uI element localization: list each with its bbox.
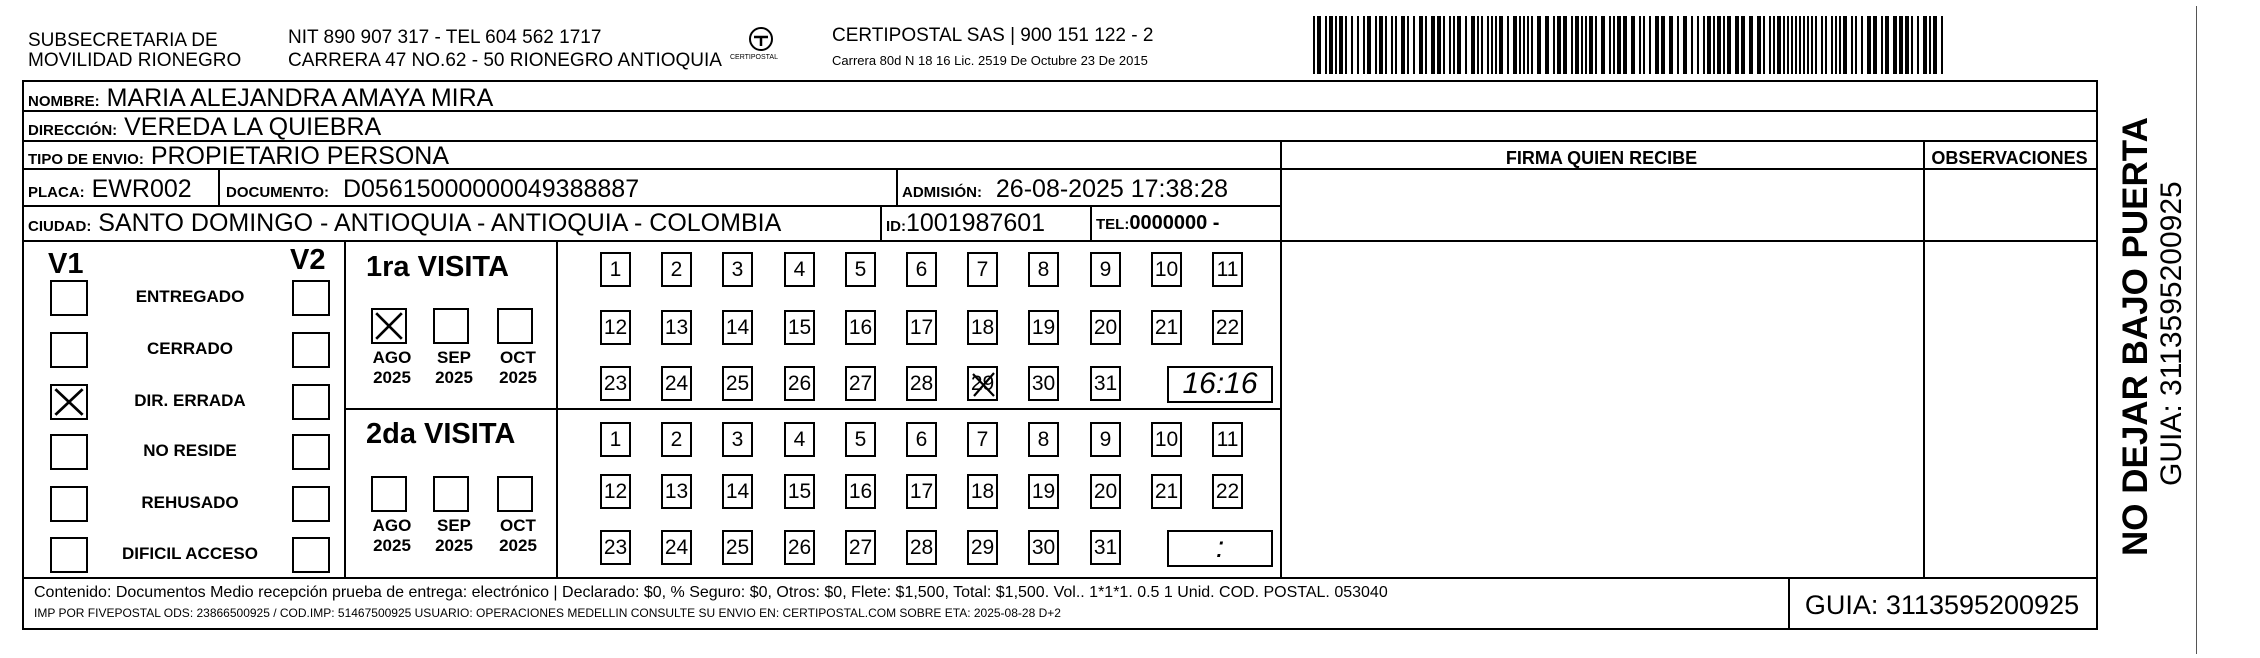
month-label: OCT	[500, 348, 536, 367]
visit1-time-box[interactable]: 16:16	[1167, 366, 1273, 403]
day-box[interactable]: 6	[906, 252, 937, 287]
day-box[interactable]: 8	[1028, 422, 1059, 457]
direccion-label: DIRECCIÓN:	[28, 122, 118, 139]
tel-field	[1096, 208, 1219, 240]
logo-text: CERTIPOSTAL	[730, 54, 778, 61]
month-checkbox[interactable]	[497, 476, 533, 512]
ciudad-label: CIUDAD:	[28, 218, 92, 235]
day-box[interactable]: 12	[600, 474, 631, 509]
day-box[interactable]: 5	[845, 252, 876, 287]
tel-label: TEL:	[1096, 216, 1130, 233]
v2-checkbox[interactable]	[292, 384, 330, 420]
ciudad-value: SANTO DOMINGO - ANTIOQUIA - ANTIOQUIA - COLOMBIA	[98, 209, 782, 237]
day-box[interactable]: 27	[845, 366, 876, 401]
v2-header: V2	[290, 244, 326, 276]
day-box[interactable]: 28	[906, 366, 937, 401]
day-box[interactable]: 31	[1090, 366, 1121, 401]
year-label: 2025	[499, 368, 537, 387]
tel-value: 0000000 -	[1129, 212, 1220, 234]
documento-value: D05615000000049388887	[342, 175, 640, 203]
day-box[interactable]: 18	[967, 474, 998, 509]
day-box[interactable]: 14	[722, 474, 753, 509]
placa-field	[28, 174, 192, 208]
day-box[interactable]: 21	[1151, 474, 1182, 509]
day-box[interactable]	[967, 366, 998, 401]
issuer-line1: SUBSECRETARIA DE	[28, 30, 218, 51]
v2-checkbox[interactable]	[292, 280, 330, 316]
day-box[interactable]: 22	[1212, 310, 1243, 345]
observaciones-area[interactable]	[1927, 173, 2094, 575]
day-box[interactable]: 26	[784, 366, 815, 401]
month-label: AGO	[372, 348, 412, 367]
day-box[interactable]: 30	[1028, 530, 1059, 565]
day-box[interactable]: 11	[1212, 422, 1243, 457]
day-box[interactable]: 3	[722, 422, 753, 457]
month-checkbox[interactable]	[433, 308, 469, 344]
day-box[interactable]: 15	[784, 474, 815, 509]
day-box[interactable]: 5	[845, 422, 876, 457]
admision-value: 26-08-2025 17:38:28	[995, 175, 1229, 203]
v1-checkbox[interactable]	[50, 537, 88, 573]
year-label: 2025	[373, 536, 411, 555]
day-box[interactable]: 7	[967, 422, 998, 457]
side-no-dejar: NO DEJAR BAJO PUERTA	[2116, 117, 2155, 556]
year-label: 2025	[435, 536, 473, 555]
month-checkbox[interactable]	[371, 308, 407, 344]
footer-contenido: Contenido: Documentos Medio recepción prueba de entrega: electrónico | Declarado: $0, % Seguro: $0, Otros: $0, Flete: $1,500, Total: $1,500. Vol.. 1*1*1. 0.5 1 Unid. COD. POSTAL. 053040	[34, 584, 1388, 601]
id-field	[886, 208, 1045, 242]
day-box[interactable]: 21	[1151, 310, 1182, 345]
address-line: CARRERA 47 NO.62 - 50 RIONEGRO ANTIOQUIA	[288, 50, 722, 71]
day-box[interactable]: 7	[967, 252, 998, 287]
day-box[interactable]: 29	[967, 530, 998, 565]
id-label: ID:	[886, 218, 906, 235]
tipo-label: TIPO DE ENVIO:	[28, 151, 144, 168]
tipo-field	[28, 141, 449, 175]
day-box[interactable]: 6	[906, 422, 937, 457]
day-box[interactable]: 10	[1151, 252, 1182, 287]
day-box[interactable]: 26	[784, 530, 815, 565]
issuer-line2: MOVILIDAD RIONEGRO	[28, 50, 242, 71]
day-box[interactable]: 12	[600, 310, 631, 345]
status-option-label: NO RESIDE	[143, 441, 237, 460]
v1-checkbox[interactable]	[50, 434, 88, 470]
day-box[interactable]: 8	[1028, 252, 1059, 287]
day-box[interactable]: 1	[600, 252, 631, 287]
id-value: 1001987601	[906, 209, 1046, 237]
status-option-label: DIR. ERRADA	[134, 391, 246, 410]
admision-field	[902, 174, 1228, 208]
v1-header: V1	[48, 248, 84, 280]
day-box[interactable]: 23	[600, 530, 631, 565]
day-box[interactable]: 11	[1212, 252, 1243, 287]
day-box[interactable]: 19	[1028, 310, 1059, 345]
month-label: AGO	[372, 516, 412, 535]
v1-checkbox[interactable]	[50, 486, 88, 522]
carrier-line: CERTIPOSTAL SAS | 900 151 122 - 2	[832, 25, 1154, 46]
day-box[interactable]: 4	[784, 422, 815, 457]
day-box[interactable]: 20	[1090, 474, 1121, 509]
day-box[interactable]: 25	[722, 530, 753, 565]
carrier-sub: Carrera 80d N 18 16 Lic. 2519 De Octubre 23 De 2015	[832, 53, 1148, 68]
footer-imp: IMP POR FIVEPOSTAL ODS: 23866500925 / COD.IMP: 51467500925 USUARIO: OPERACIONES MEDELLIN CONSULTE SU ENVIO EN: CERTIPOSTAL.COM SOBRE ETA: 2025-08-28 D+2	[34, 606, 1061, 620]
day-box[interactable]: 25	[722, 366, 753, 401]
v2-checkbox[interactable]	[292, 486, 330, 522]
nit-line: NIT 890 907 317 - TEL 604 562 1717	[288, 27, 602, 48]
visit2-title: 2da VISITA	[366, 418, 516, 450]
v2-checkbox[interactable]	[292, 434, 330, 470]
day-box[interactable]: 15	[784, 310, 815, 345]
signature-area[interactable]	[1285, 173, 1921, 575]
day-box[interactable]: 17	[906, 310, 937, 345]
day-box[interactable]: 9	[1090, 252, 1121, 287]
v1-checkbox[interactable]	[50, 332, 88, 368]
day-box[interactable]: 14	[722, 310, 753, 345]
day-box[interactable]: 10	[1151, 422, 1182, 457]
observaciones-header: OBSERVACIONES	[1931, 148, 2088, 168]
side-guia: GUIA: 3113595200925	[2155, 181, 2188, 486]
month-checkbox[interactable]	[433, 476, 469, 512]
day-box[interactable]: 17	[906, 474, 937, 509]
status-option-label: ENTREGADO	[135, 287, 245, 306]
day-box[interactable]: 13	[661, 310, 692, 345]
day-box[interactable]: 16	[845, 310, 876, 345]
status-option-label: DIFICIL ACCESO	[121, 544, 258, 563]
status-option-label: REHUSADO	[141, 493, 239, 512]
visit1-title: 1ra VISITA	[366, 251, 509, 283]
admision-label: ADMISIÓN:	[902, 184, 982, 201]
v1-checkbox[interactable]	[50, 384, 88, 420]
day-cross-mark	[969, 368, 998, 401]
day-box[interactable]: 18	[967, 310, 998, 345]
visit2-time-box[interactable]: :	[1167, 530, 1273, 567]
barcode	[1313, 16, 1945, 74]
ciudad-field	[28, 208, 781, 242]
documento-label: DOCUMENTO:	[226, 184, 330, 201]
day-box[interactable]: 23	[600, 366, 631, 401]
carrier-logo	[730, 24, 784, 70]
day-box[interactable]: 19	[1028, 474, 1059, 509]
placa-label: PLACA:	[28, 184, 85, 201]
day-box[interactable]: 24	[661, 366, 692, 401]
v2-checkbox[interactable]	[292, 332, 330, 368]
year-label: 2025	[435, 368, 473, 387]
nombre-label: NOMBRE:	[28, 93, 100, 110]
documento-field	[226, 174, 639, 208]
nombre-value: MARIA ALEJANDRA AMAYA MIRA	[106, 84, 494, 112]
status-option-label: CERRADO	[147, 339, 233, 358]
day-box[interactable]: 20	[1090, 310, 1121, 345]
direccion-value: VEREDA LA QUIEBRA	[124, 113, 382, 141]
tipo-value: PROPIETARIO PERSONA	[150, 142, 450, 170]
month-label: SEP	[436, 348, 472, 367]
day-box[interactable]: 2	[661, 252, 692, 287]
day-box[interactable]: 13	[661, 474, 692, 509]
day-box[interactable]: 9	[1090, 422, 1121, 457]
firma-header: FIRMA QUIEN RECIBE	[1505, 148, 1698, 168]
year-label: 2025	[499, 536, 537, 555]
day-box[interactable]: 16	[845, 474, 876, 509]
day-box[interactable]: 4	[784, 252, 815, 287]
day-box[interactable]: 2	[661, 422, 692, 457]
day-box[interactable]: 3	[722, 252, 753, 287]
year-label: 2025	[373, 368, 411, 387]
day-box[interactable]: 30	[1028, 366, 1059, 401]
day-number: 29	[970, 372, 995, 395]
month-label: OCT	[500, 516, 536, 535]
day-box[interactable]: 28	[906, 530, 937, 565]
footer-guia: GUIA: 3113595200925	[1804, 590, 2080, 620]
v2-checkbox[interactable]	[292, 537, 330, 573]
day-box[interactable]: 24	[661, 530, 692, 565]
v1-checkbox[interactable]	[50, 280, 88, 316]
day-box[interactable]: 22	[1212, 474, 1243, 509]
month-checkbox[interactable]	[497, 308, 533, 344]
placa-value: EWR002	[91, 175, 192, 203]
day-box[interactable]: 31	[1090, 530, 1121, 565]
day-box[interactable]: 1	[600, 422, 631, 457]
month-label: SEP	[436, 516, 472, 535]
month-checkbox[interactable]	[371, 476, 407, 512]
day-box[interactable]: 27	[845, 530, 876, 565]
